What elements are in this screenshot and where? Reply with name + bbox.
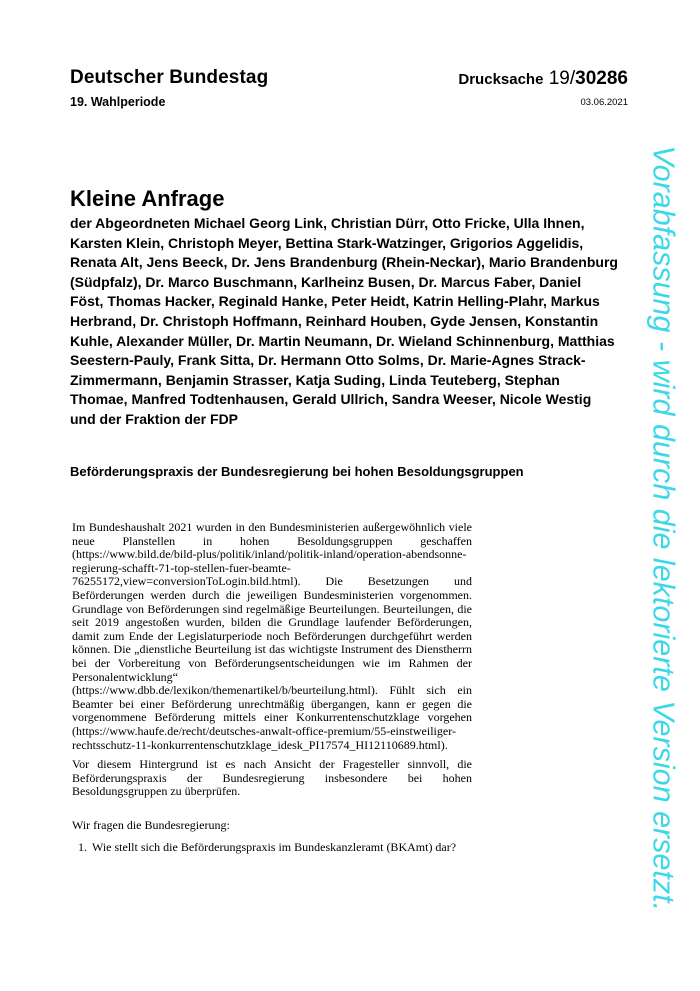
authors-list: der Abgeordneten Michael Georg Link, Christian Dürr, Otto Fricke, Ulla Ihnen, Karsten Klein, Christoph Meyer, Bettina Stark-Watzinger, Grigorios Aggelidis, Renata Alt, Jens Beeck, Dr. Jens Brandenburg (Rhein-Neckar), Mario Brandenburg (Südpfalz), Dr. Marco Buschmann, Karlheinz Busen, Dr. Marcus Faber, Daniel Föst, Thomas Hacker, Reginald Hanke, Peter Heidt, Katrin Helling-Plahr, Markus Herbrand, Dr. Christoph Hoffmann, Reinhard Houben, Gyde Jensen, Konstantin Kuhle, Alexander Müller, Dr. Martin Neumann, Dr. Wieland Schinnenburg, Matthias Seestern-Pauly, Frank Sitta, Dr. Hermann Otto Solms, Dr. Marie-Agnes Strack-Zimmermann, Benjamin Strasser, Katja Suding, Linda Teuteberg, Stephan Thomae, Manfred Todtenhausen, Gerald Ullrich, Sandra Weeser, Nicole Westig und der Fraktion der FDP [70,215,618,427]
body-paragraph: Vor diesem Hintergrund ist es nach Ansicht der Fragesteller sinnvoll, die Beförderungspraxis der Bundesregierung insbesondere bei hohen Besoldungsgruppen zu überprüfen. [72,757,472,799]
questions-list [72,841,472,855]
drucksache-number-value: 30286 [575,68,628,89]
side-watermark [630,103,700,991]
body-paragraph: Im Bundeshaushalt 2021 wurden in den Bundesministerien außergewöhnlich viele neue Planstellen in hohen Besoldungsgruppen geschaffen (https://www.bild.de/bild-plus/politik/inland/politik-inland/operation-abendsonne-regierung-schafft-71-top-stellen-fuer-beamte-76255172,view=conversionToLogin.bild.html). Die Besetzungen und Beförderungen werden durch die jeweiligen Bundesministerien vorgenommen. Grundlage von Beförderungen sind regelmäßige Beurteilungen. Beurteilungen, die seit 2019 angestoßen wurden, bilden die Grundlage laufender Beförderungen, damit zum Ende der Legislaturperiode noch Beförderungen durchgeführt werden können. Die „dienstliche Beurteilung ist das wichtigste Instrument des Dienstherrn bei der Vorbereitung von Beförderungsentscheidungen wie im Rahmen der Personalentwicklung“ (https://www.dbb.de/lexikon/themenartikel/b/beurteilung.html). Fühlt sich ein Beamter bei einer Beförderung unrechtmäßig übergangen, kann er gegen die vorgenommene Beförderung mittels einer Konkurrentenschutzklage vorgehen (https://www.haufe.de/recht/deutsches-anwalt-office-premium/55-einstweiliger-rechtsschutz-11-konkurrentenschutzklage_idesk_PI17574_HI12110689.html). [72,520,472,752]
drucksache-number [458,68,628,90]
document-body [72,521,472,855]
document-type: Kleine Anfrage [70,186,225,211]
question-item [72,841,472,855]
question-text: Wie stellt sich die Beförderungspraxis im Bundeskanzleramt (BKAmt) dar? [92,840,457,855]
questions-intro: Wir fragen die Bundesregierung: [72,817,230,832]
institution-name: Deutscher Bundestag [70,67,269,88]
legislative-period: 19. Wahlperiode [70,95,166,109]
document-date: 03.06.2021 [580,97,628,108]
draft-notice: Vorabfassung - wird durch die lektorierte Version ersetzt. [646,145,681,912]
question-number: 1. [78,840,87,855]
drucksache-label: Drucksache [458,71,544,88]
drucksache-prefix: 19/ [548,68,576,89]
document-subject: Beförderungspraxis der Bundesregierung bei hohen Besoldungsgruppen [70,464,524,479]
